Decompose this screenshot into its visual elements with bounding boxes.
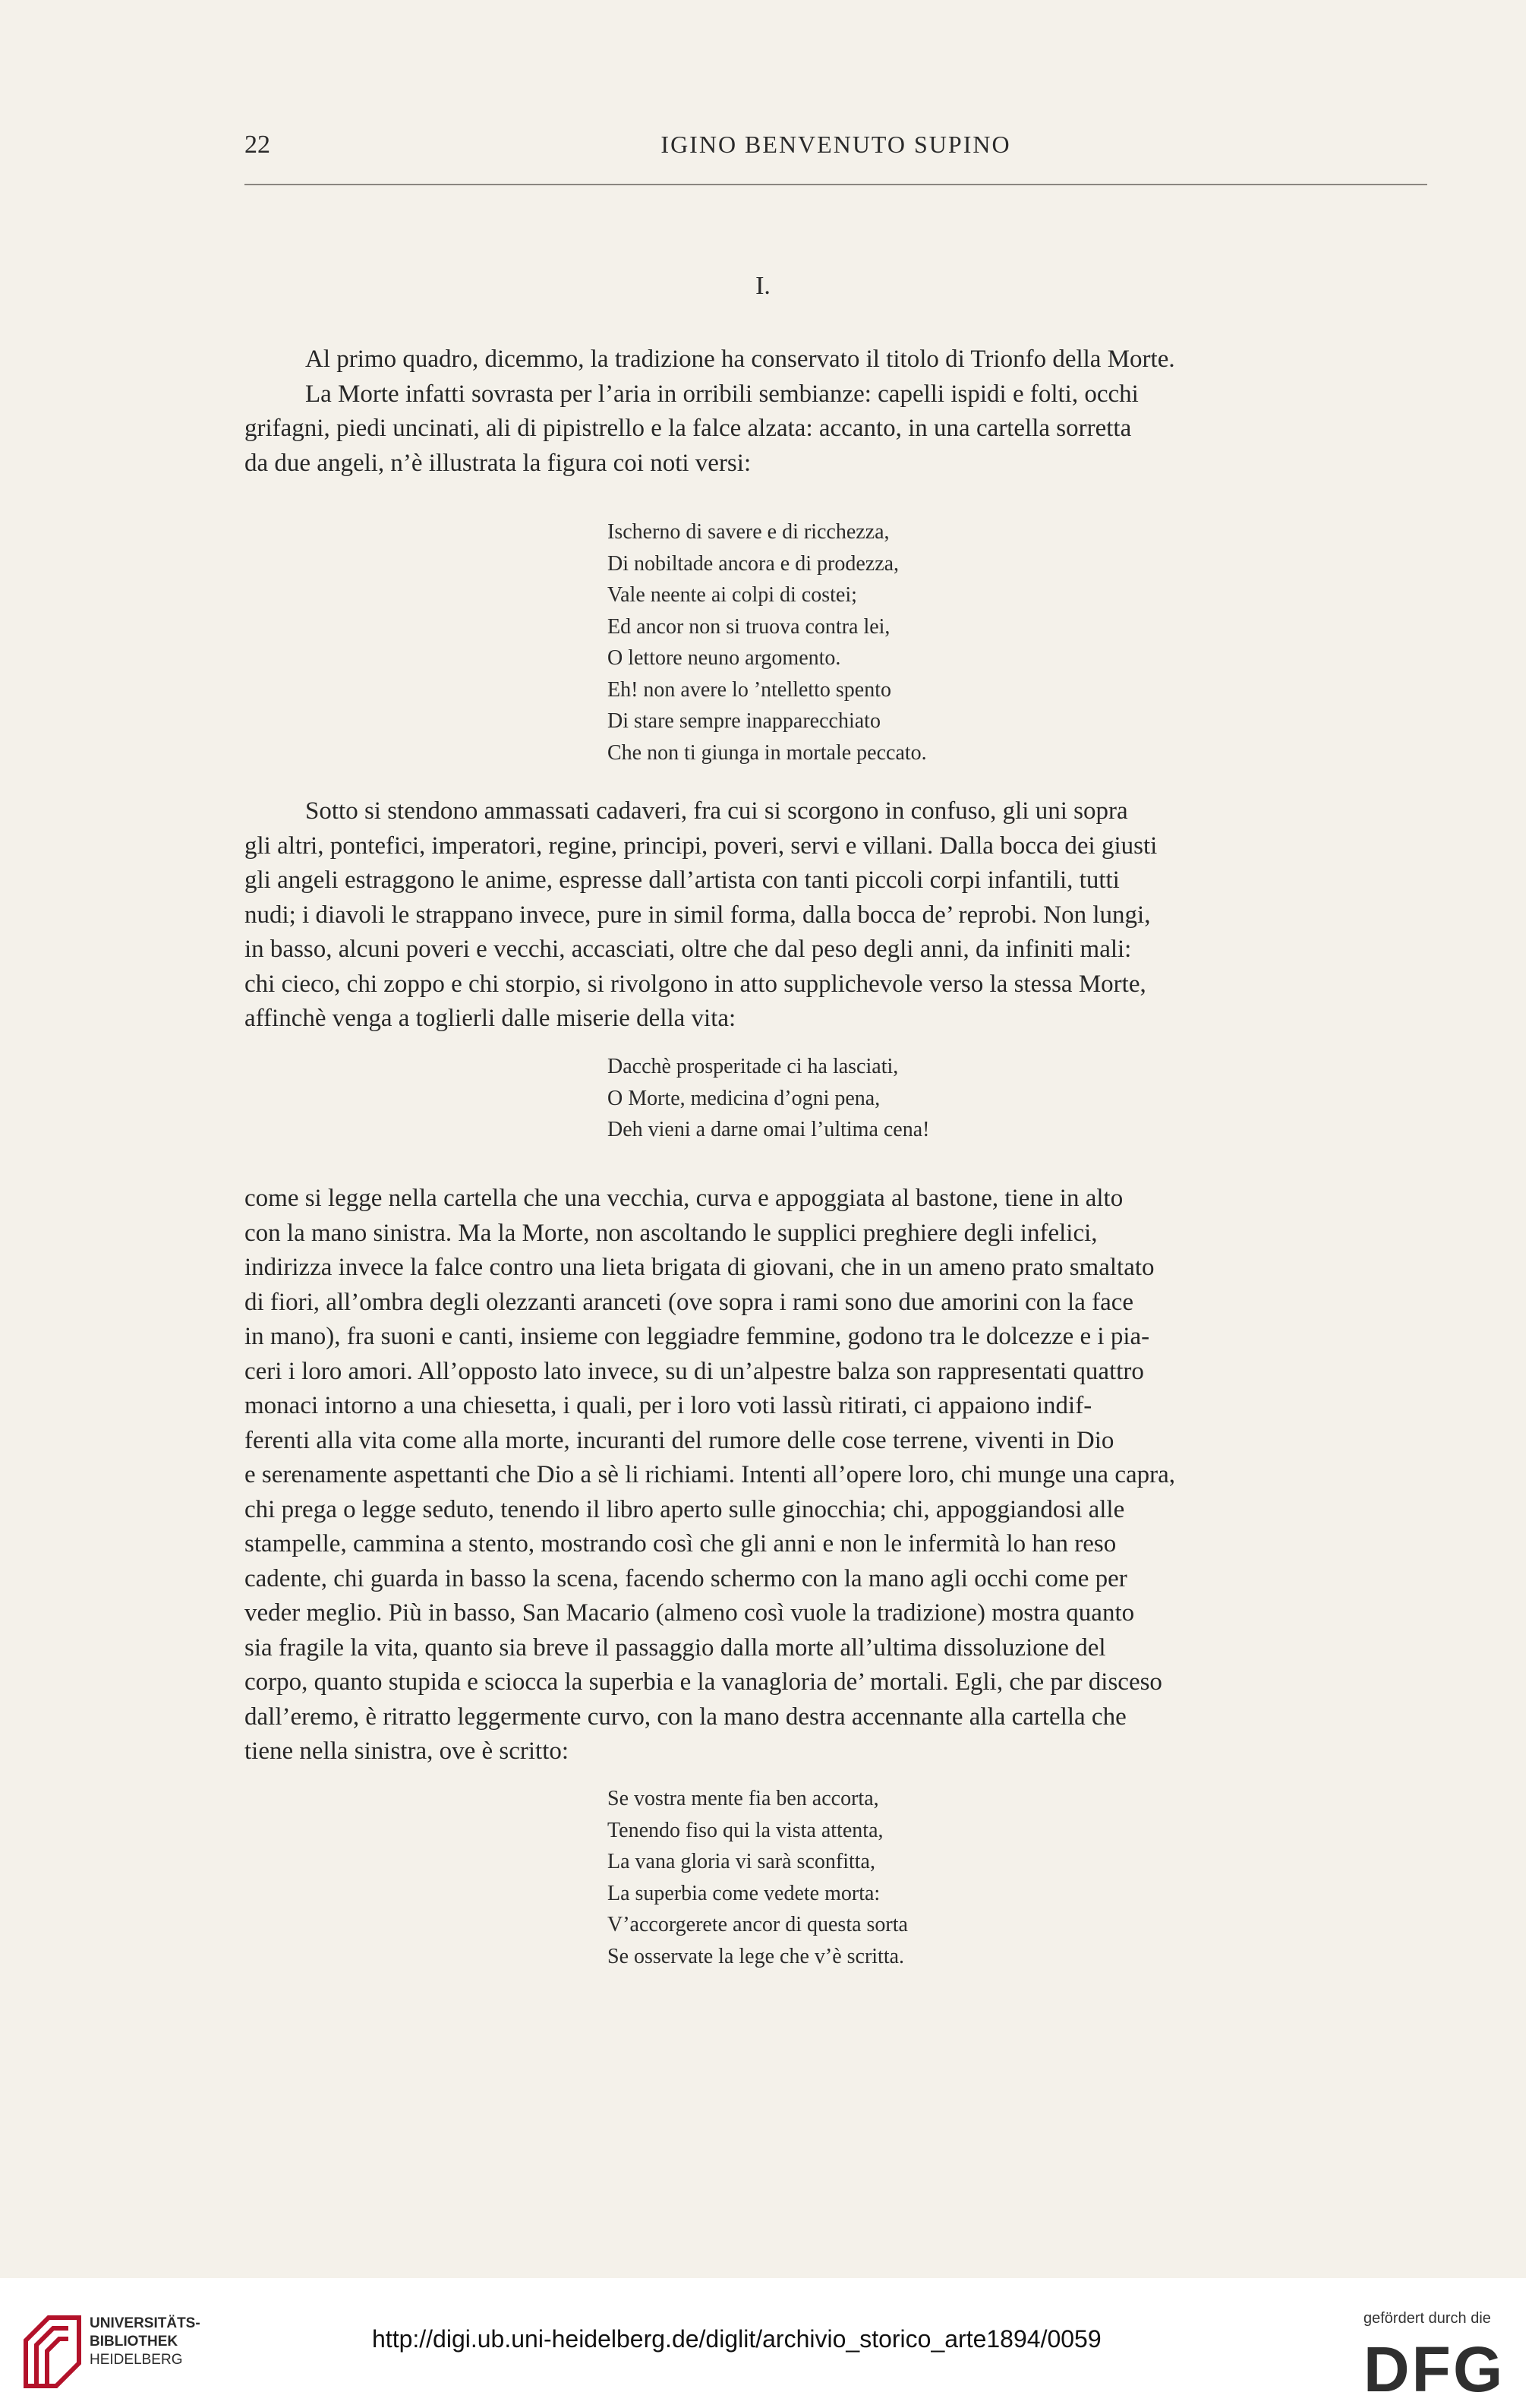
paragraph-line: affinchè venga a toglierli dalle miserie della vita:: [244, 1005, 736, 1032]
paragraph-line: stampelle, cammina a stento, mostrando così che gli anni e non le infermità lo han reso: [244, 1530, 1117, 1557]
verse-line: Deh vieni a darne omai l’ultima cena!: [607, 1118, 930, 1141]
verse-line: La vana gloria vi sarà sconfitta,: [607, 1850, 875, 1873]
verse-block-2: [607, 1051, 929, 1146]
paragraph-line: Al primo quadro, dicemmo, la tradizione ha conservato il titolo di Trionfo della Morte.: [305, 346, 1175, 373]
page-number: 22: [244, 131, 270, 159]
library-name-line: HEIDELBERG: [90, 2352, 183, 2368]
funded-by-label: gefördert durch die: [1363, 2310, 1491, 2327]
running-title: IGINO BENVENUTO SUPINO: [660, 131, 1011, 158]
page-header: [244, 131, 1427, 176]
digitization-footer: [0, 2278, 1532, 2408]
paragraph-1: [244, 342, 1427, 481]
verse-block-3: [607, 1783, 908, 1972]
library-name-line: BIBLIOTHEK: [90, 2334, 178, 2350]
paragraph-line: indirizza invece la falce contro una lieta brigata di giovani, che in un ameno prato smaltato: [244, 1254, 1155, 1281]
paragraph-line: ferenti alla vita come alla morte, incuranti del rumore delle cose terrene, viventi in Dio: [244, 1426, 1114, 1454]
paragraph-line: da due angeli, n’è illustrata la figura coi noti versi:: [244, 449, 752, 477]
paragraph-2: [244, 794, 1427, 1037]
paragraph-line: La Morte infatti sovrasta per l’aria in orribili sembianze: capelli ispidi e folti, occhi: [305, 380, 1139, 408]
library-name-line: UNIVERSITÄTS-: [90, 2315, 200, 2331]
paragraph-line: grifagni, piedi uncinati, ali di pipistrello e la falce alzata: accanto, in una cartella sorretta: [244, 415, 1132, 442]
paragraph-line: veder meglio. Più in basso, San Macario (almeno così vuole la tradizione) mostra quanto: [244, 1599, 1135, 1627]
library-name: [90, 2315, 200, 2369]
paragraph-line: gli angeli estraggono le anime, espresse dall’artista con tanti piccoli corpi infantili, tutti: [244, 866, 1120, 894]
paragraph-line: in basso, alcuni poveri e vecchi, accasciati, oltre che dal peso degli anni, da infiniti mali:: [244, 936, 1132, 963]
verse-line: Di nobiltade ancora e di prodezza,: [607, 551, 900, 576]
dfg-logo: DFG: [1363, 2334, 1505, 2405]
paragraph-line: in mano), fra suoni e canti, insieme con leggiadre femmine, godono tra le dolcezze e i pia-: [244, 1323, 1150, 1350]
paragraph-line: sia fragile la vita, quanto sia breve il passaggio dalla morte all’ultima dissoluzione del: [244, 1633, 1106, 1662]
header-divider: [244, 184, 1427, 185]
paragraph-line: con la mano sinistra. Ma la Morte, non ascoltando le supplici preghiere degli infelici,: [244, 1219, 1098, 1247]
paragraph-line: chi cieco, chi zoppo e chi storpio, si rivolgono in atto supplichevole verso la stessa Morte,: [244, 970, 1146, 998]
verse-line: Dacchè prosperitade ci ha lasciati,: [607, 1055, 899, 1078]
paragraph-line: di fiori, all’ombra degli olezzanti aranceti (ove sopra i rami sono due amorini con la face: [244, 1288, 1134, 1316]
paragraph-line: come si legge nella cartella che una vecchia, curva e appoggiata al bastone, tiene in alto: [244, 1185, 1124, 1212]
verse-line: Eh! non avere lo ’ntelletto spento: [607, 677, 891, 702]
paragraph-line: chi prega o legge seduto, tenendo il libro aperto sulle ginocchia; chi, appoggiandosi alle: [244, 1495, 1125, 1523]
verse-line: Vale neente ai colpi di costei;: [607, 583, 857, 607]
section-number: I.: [755, 272, 771, 300]
verse-block-1: [607, 516, 927, 768]
paragraph-line: e serenamente aspettanti che Dio a sè li richiami. Intenti all’opere loro, chi munge una capra,: [244, 1461, 1175, 1488]
paragraph-line: gli altri, pontefici, imperatori, regine, principi, poveri, servi e villani. Dalla bocca dei giusti: [244, 832, 1158, 860]
verse-line: V’accorgerete ancor di questa sorta: [607, 1913, 908, 1936]
source-url-link[interactable]: http://digi.ub.uni-heidelberg.de/diglit/archivio_storico_arte1894/0059: [372, 2325, 1102, 2353]
verse-line: Che non ti giunga in mortale peccato.: [607, 740, 927, 765]
paragraph-line: corpo, quanto stupida e sciocca la superbia e la vanagloria de’ mortali. Egli, che par disceso: [244, 1668, 1162, 1696]
paragraph-line: Sotto si stendono ammassati cadaveri, fra cui si scorgono in confuso, gli uni sopra: [305, 797, 1128, 825]
paragraph-line: monaci intorno a una chiesetta, i quali, per i loro voti lassù ritirati, ci appaiono indif-: [244, 1392, 1092, 1419]
verse-line: Tenendo fiso qui la vista attenta,: [607, 1818, 884, 1842]
verse-line: O Morte, medicina d’ogni pena,: [607, 1086, 881, 1110]
paragraph-line: cadente, chi guarda in basso la scena, facendo schermo con la mano agli occhi come per: [244, 1564, 1127, 1592]
verse-line: Ischerno di savere e di ricchezza,: [607, 520, 890, 544]
paragraph-line: tiene nella sinistra, ove è scritto:: [244, 1737, 569, 1765]
library-logo-icon: [18, 2310, 87, 2394]
paragraph-line: nudi; i diavoli le strappano invece, pure in simil forma, dalla bocca de’ reprobi. Non lungi,: [244, 901, 1151, 929]
verse-line: Ed ancor non si truova contra lei,: [607, 614, 891, 639]
paragraph-3: [244, 1182, 1427, 1769]
verse-line: Se osservate la lege che v’è scritta.: [607, 1944, 905, 1968]
paragraph-line: ceri i loro amori. All’opposto lato invece, su di un’alpestre balza son rappresentati quattro: [244, 1357, 1144, 1385]
paragraph-line: dall’eremo, è ritratto leggermente curvo, con la mano destra accennante alla cartella che: [244, 1703, 1127, 1731]
verse-line: La superbia come vedete morta:: [607, 1881, 881, 1905]
verse-line: Se vostra mente fia ben accorta,: [607, 1787, 879, 1810]
verse-line: O lettore neuno argomento.: [607, 646, 841, 670]
verse-line: Di stare sempre inapparecchiato: [607, 709, 881, 733]
